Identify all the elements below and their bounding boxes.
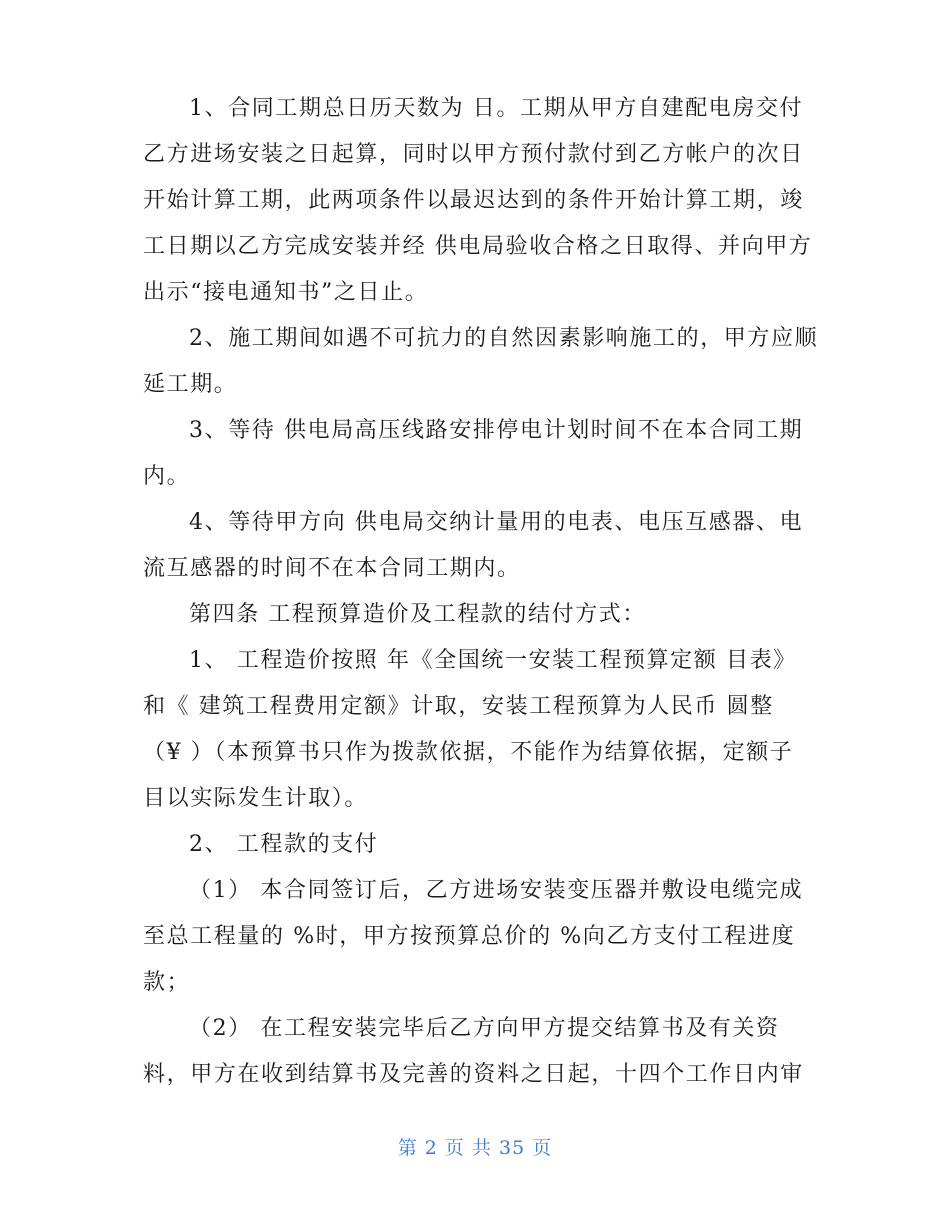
document-line: 料，甲方在收到结算书及完善的资料之日起，十四个工作日内审 [143,1062,804,1087]
document-line: 流互感器的时间不在本合同工期内。 [143,556,521,581]
document-line: 目以实际发生计取）。 [143,786,369,811]
document-line: 延工期。 [143,372,238,397]
document-line: （¥ ）（本预算书只作为拨款依据，不能作为结算依据，定额子 [143,740,794,765]
document-line: （1） 本合同签订后，乙方进场安装变压器并敷设电缆完成 [189,878,804,903]
document-body [143,86,819,1098]
document-line: 第四条 工程预算造价及工程款的结付方式： [189,602,646,627]
document-line: 2、 工程款的支付 [189,832,379,857]
document-line: 至总工程量的 %时，甲方按预算总价的 %向乙方支付工程进度 [143,924,796,949]
document-line: 出示“接电通知书”之日止。 [143,280,429,305]
document-line: 1、 工程造价按照 年《全国统一安装工程预算定额 目表》 [189,648,797,673]
document-line: 1、合同工期总日历天数为 日。工期从甲方自建配电房交付 [189,96,804,121]
document-line: （2） 在工程安装完毕后乙方向甲方提交结算书及有关资 [189,1016,780,1041]
document-line: 工日期以乙方完成安装并经 供电局验收合格之日取得、并向甲方 [143,234,813,259]
document-line: 和《 建筑工程费用定额》计取，安装工程预算为人民币 圆整 [143,694,774,719]
document-line: 4、等待甲方向 供电局交纳计量用的电表、电压互感器、电 [189,510,804,535]
document-line: 2、施工期间如遇不可抗力的自然因素影响施工的，甲方应顺 [189,326,819,351]
document-line: 款； [143,970,191,995]
document-line: 乙方进场安装之日起算，同时以甲方预付款付到乙方帐户的次日 [143,142,804,167]
document-line: 内。 [143,464,191,489]
document-line: 开始计算工期，此两项条件以最迟达到的条件开始计算工期，竣 [143,188,804,213]
page-number-footer: 第 2 页 共 35 页 [397,1137,553,1159]
document-line: 3、等待 供电局高压线路安排停电计划时间不在本合同工期 [189,418,804,443]
